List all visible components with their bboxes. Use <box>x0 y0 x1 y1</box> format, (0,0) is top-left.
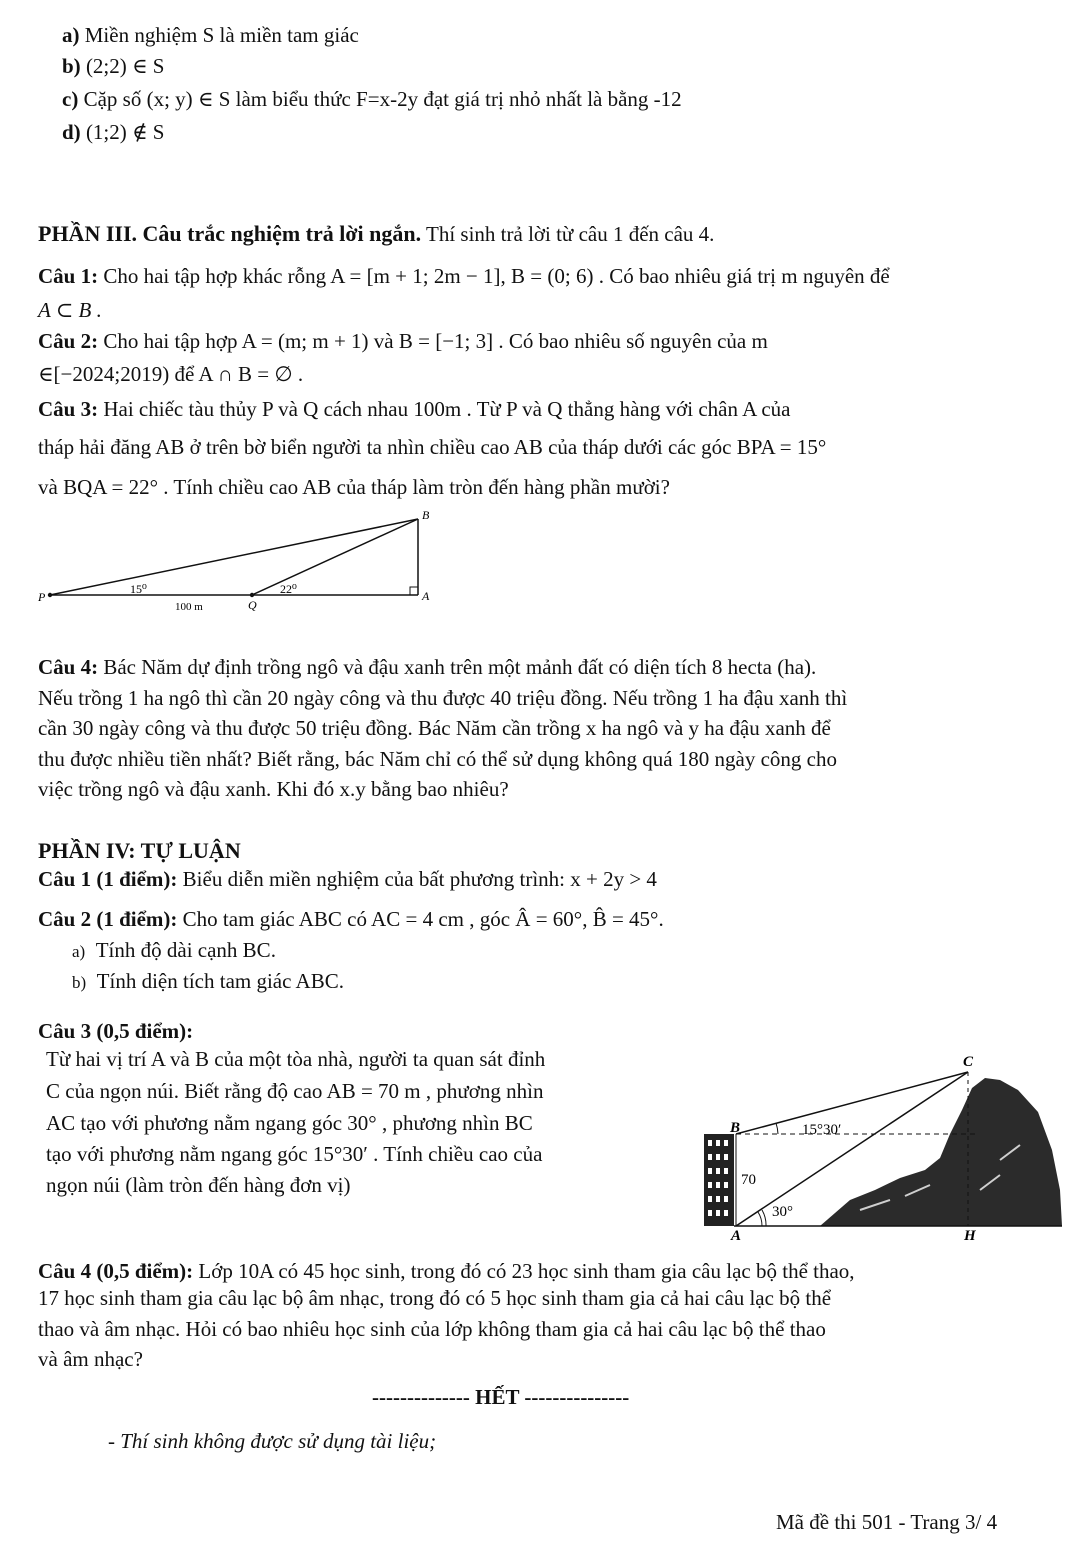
angle-p-label: 15⁰ <box>130 582 147 596</box>
label-a: A <box>422 589 430 603</box>
angle-q-label: 22⁰ <box>280 582 297 596</box>
p4-q3-label: Câu 3 (0,5 điểm): <box>38 1019 194 1043</box>
p3-q3-line2: tháp hải đăng AB ở trên bờ biển người ta nhìn chiều cao AB của tháp dưới các góc BPA = 15° <box>38 435 827 459</box>
angle-a-label: 30° <box>772 1204 793 1220</box>
p4-q4-line4: và âm nhạc? <box>38 1347 143 1371</box>
item-c: c) Cặp số (x; y) ∈ S làm biểu thức F=x-2y đạt giá trị nhỏ nhất là bằng -12 <box>62 87 682 111</box>
p3-q2-line1: Câu 2: Cho hai tập hợp A = (m; m + 1) và B = [−1; 3] . Có bao nhiêu số nguyên của m <box>38 329 768 353</box>
p4-q2: Câu 2 (1 điểm): Cho tam giác ABC có AC = 4 cm , góc Â = 60°, B̂ = 45°. <box>38 907 664 931</box>
p4-q2a: a) Tính độ dài cạnh BC. <box>72 938 276 962</box>
page-footer: Mã đề thi 501 - Trang 3/ 4 <box>776 1510 998 1534</box>
end-mark: -------------- HẾT --------------- <box>372 1385 630 1409</box>
p3-q4-line2: Nếu trồng 1 ha ngô thì cần 20 ngày công và thu được 40 triệu đồng. Nếu trồng 1 ha đậu xanh thì <box>38 686 848 710</box>
point-p <box>48 593 52 597</box>
p3-q4-line1: Câu 4: Bác Năm dự định trồng ngô và đậu xanh trên một mảnh đất có diện tích 8 hecta (ha). <box>38 655 817 679</box>
angle-b-arc <box>776 1123 778 1134</box>
p3-q4-line4: thu được nhiều tiền nhất? Biết rằng, bác Năm chỉ có thể sử dụng không quá 180 ngày công cho <box>38 747 838 771</box>
item-d: d) (1;2) ∉ S <box>62 120 165 144</box>
angle-b-label: 15°30′ <box>802 1122 842 1138</box>
p3-q1-line2: A ⊂ B . <box>38 298 102 322</box>
p3-q4-line3: cần 30 ngày công và thu được 50 triệu đồng. Bác Năm cần trồng x ha ngô và y ha đậu xanh để <box>38 716 831 740</box>
p3-q4-line5: việc trồng ngô và đậu xanh. Khi đó x.y bằng bao nhiêu? <box>38 777 509 801</box>
p4-q4-line2: 17 học sinh tham gia câu lạc bộ âm nhạc, trong đó có 5 học sinh tham gia cả hai câu lạc bộ thể <box>38 1286 832 1310</box>
label-p: P <box>38 590 46 604</box>
tower-figure <box>30 505 450 620</box>
point-q <box>250 593 254 597</box>
line-qb <box>252 519 418 595</box>
p4-q3-line2: C của ngọn núi. Biết rằng độ cao AB = 70 m , phương nhìn <box>46 1079 544 1103</box>
part4-heading: PHẦN IV: TỰ LUẬN <box>38 838 241 863</box>
height-label: 70 <box>741 1172 756 1188</box>
p4-q3-line1: Từ hai vị trí A và B của một tòa nhà, người ta quan sát đỉnh <box>46 1047 546 1071</box>
p4-q3-line5: ngọn núi (làm tròn đến hàng đơn vị) <box>46 1173 351 1197</box>
part3-heading-line <box>38 221 714 247</box>
exam-note: - Thí sinh không được sử dụng tài liệu; <box>108 1429 437 1453</box>
p4-q3-line4: tạo với phương nằm ngang góc 15°30′ . Tính chiều cao của <box>46 1142 543 1166</box>
p3-q1-line1: Câu 1: Cho hai tập hợp khác rỗng A = [m + 1; 2m − 1], B = (0; 6) . Có bao nhiêu giá trị m nguyên để <box>38 264 890 288</box>
label-b: B <box>422 508 430 522</box>
part3-intro: Thí sinh trả lời từ câu 1 đến câu 4. <box>421 222 715 246</box>
right-angle-mark <box>410 587 418 595</box>
p4-q4-line1: Câu 4 (0,5 điểm): Lớp 10A có 45 học sinh, trong đó có 23 học sinh tham gia câu lạc bộ thể thao, <box>38 1259 855 1283</box>
p3-q3-line1: Câu 3: Hai chiếc tàu thủy P và Q cách nhau 100m . Từ P và Q thẳng hàng với chân A của <box>38 397 791 421</box>
label-q: Q <box>248 598 257 612</box>
part3-heading: PHẦN III. Câu trắc nghiệm trả lời ngắn. <box>38 221 422 246</box>
label-h: H <box>964 1228 976 1240</box>
label-a: A <box>731 1228 742 1240</box>
p3-q2-line2: ∈[−2024;2019) để A ∩ B = ∅ . <box>38 362 304 386</box>
p3-q3-line3: và BQA = 22° . Tính chiều cao AB của tháp làm tròn đến hàng phần mười? <box>38 475 670 499</box>
p4-q4-line3: thao và âm nhạc. Hỏi có bao nhiêu học sinh của lớp không tham gia cả hai câu lạc bộ thể thao <box>38 1317 826 1341</box>
mountain <box>820 1078 1062 1226</box>
angle-a-arc1 <box>758 1212 762 1226</box>
p4-q2b: b) Tính diện tích tam giác ABC. <box>72 969 344 993</box>
label-c: C <box>963 1054 974 1070</box>
distance-label: 100 m <box>175 601 203 613</box>
item-b: b) (2;2) ∈ S <box>62 54 165 78</box>
p4-q3-line3: AC tạo với phương nằm ngang góc 30° , phương nhìn BC <box>46 1111 533 1135</box>
label-b: B <box>730 1120 741 1136</box>
line-bc <box>736 1072 968 1134</box>
item-a: a) Miền nghiệm S là miền tam giác <box>62 23 359 47</box>
mountain-figure <box>700 1050 1070 1240</box>
line-pb <box>50 519 418 595</box>
p4-q1: Câu 1 (1 điểm): Biểu diễn miền nghiệm của bất phương trình: x + 2y > 4 <box>38 867 657 891</box>
angle-a-arc2 <box>762 1210 766 1226</box>
